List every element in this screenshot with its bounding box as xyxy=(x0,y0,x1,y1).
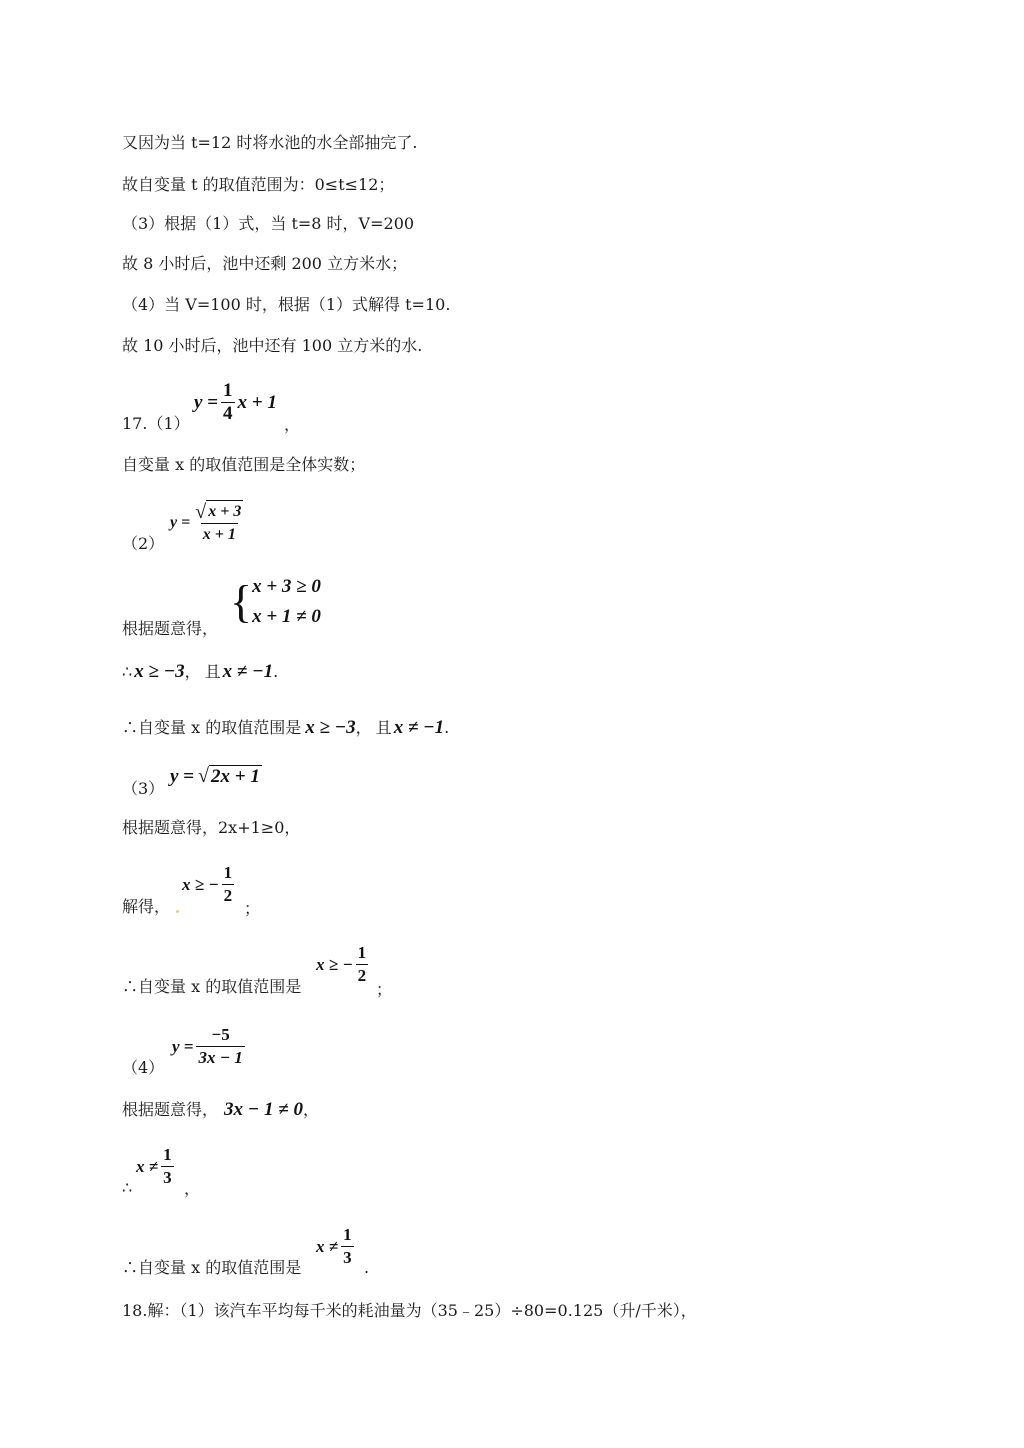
q17-2-conclusion xyxy=(122,716,449,740)
fraction-denominator: 3 xyxy=(343,1248,352,1267)
fraction-denominator: x + 1 xyxy=(201,523,238,546)
q17-4-label: （4） xyxy=(122,1058,165,1077)
equation-system xyxy=(230,572,321,632)
text-line: 故自变量 t 的取值范围为：0≤t≤12； xyxy=(122,175,395,194)
text-line: 根据题意得，2x+1≥0， xyxy=(122,818,301,837)
inequality: x ≥ −3 xyxy=(134,661,185,682)
semicolon: ； xyxy=(244,899,261,918)
comma: ， xyxy=(355,718,372,737)
text-line: ∴自变量 x 的取值范围是 xyxy=(122,1258,302,1277)
and-word: 且 xyxy=(375,718,392,737)
text-line: 自变量 x 的取值范围是全体实数； xyxy=(122,455,366,474)
eq-lhs: y = xyxy=(170,514,191,531)
eq-lhs: y = xyxy=(194,391,219,413)
text-line: （4）当 V=100 时，根据（1）式解得 t=10. xyxy=(122,295,451,314)
period: . xyxy=(273,662,279,681)
eq-lhs: y = xyxy=(172,1036,194,1056)
fraction xyxy=(341,1224,354,1269)
sqrt-expression xyxy=(198,765,262,788)
period: . xyxy=(444,718,450,737)
text-line: 18.解：（1）该汽车平均每千米的耗油量为（35﹣25）÷80=0.125（升/千米）， xyxy=(122,1301,697,1320)
period: . xyxy=(364,1258,370,1277)
q17-4-condition xyxy=(122,1098,319,1122)
text-line: 故 10 小时后，池中还有 100 立方米的水. xyxy=(122,336,423,355)
inequality: 3x − 1 ≠ 0 xyxy=(224,1099,303,1120)
text-line: 解得， xyxy=(122,897,171,916)
system-row: x + 3 ≥ 0 xyxy=(252,576,321,597)
sqrt-expression xyxy=(193,500,245,523)
q17-1-label: 17.（1） xyxy=(122,414,190,433)
text-line: 根据题意得， xyxy=(122,619,219,638)
q17-3-conclusion-math xyxy=(316,942,371,987)
text-line: 故 8 小时后，池中还剩 200 立方米水； xyxy=(122,254,408,273)
fraction xyxy=(196,1024,244,1069)
text-line: 又因为当 t=12 时将水池的水全部抽完了. xyxy=(122,133,418,152)
fraction-denominator: 3 xyxy=(163,1168,172,1187)
inequality: x ≥ − xyxy=(316,954,353,974)
fraction-numerator: 1 xyxy=(343,1225,352,1244)
radicand: 2x + 1 xyxy=(211,766,260,787)
and-word: 且 xyxy=(204,662,221,681)
semicolon: ； xyxy=(376,980,393,999)
fraction xyxy=(161,1144,174,1189)
comma: ， xyxy=(302,1100,319,1119)
inequality: x ≥ − xyxy=(182,874,219,894)
fraction-numerator: −5 xyxy=(211,1025,230,1044)
fraction-numerator: 1 xyxy=(223,863,233,882)
fraction-numerator: 1 xyxy=(163,1145,172,1164)
comma: ， xyxy=(184,1179,201,1198)
fraction-denominator: 4 xyxy=(223,403,233,424)
q17-3-solution xyxy=(182,862,237,907)
q17-2-result xyxy=(122,660,278,684)
q17-4-result xyxy=(136,1144,177,1189)
brace-icon: { xyxy=(230,576,253,627)
eq-rhs: x + 1 xyxy=(237,391,277,413)
fraction xyxy=(222,862,235,907)
fraction-numerator: 1 xyxy=(223,380,233,401)
sqrt-sign-icon: √ xyxy=(195,501,207,523)
fraction-denominator: 3x − 1 xyxy=(198,1048,243,1067)
eq-lhs: y = xyxy=(170,765,195,787)
fraction-denominator: 2 xyxy=(223,886,233,905)
stray-dot-mark xyxy=(176,910,179,913)
q17-3-equation xyxy=(170,765,262,788)
q17-4-conclusion-math xyxy=(316,1224,357,1269)
inequality: x ≠ xyxy=(316,1236,339,1256)
text-line: （3）根据（1）式，当 t=8 时，V=200 xyxy=(122,214,415,233)
inequality: x ≠ xyxy=(136,1156,159,1176)
q17-3-label: （3） xyxy=(122,779,165,798)
fraction-numerator: 1 xyxy=(357,943,367,962)
comma: ， xyxy=(284,415,301,434)
fraction xyxy=(221,380,235,425)
q17-2-equation xyxy=(170,500,248,546)
fraction-denominator: 2 xyxy=(357,966,367,985)
condition-text: 根据题意得， xyxy=(122,1100,219,1119)
inequality: x ≥ −3 xyxy=(305,717,356,738)
q17-1-equation xyxy=(194,380,277,425)
fraction xyxy=(193,500,245,546)
system-row: x + 1 ≠ 0 xyxy=(252,606,321,627)
therefore-symbol: ∴ xyxy=(122,1178,133,1197)
radicand: x + 3 xyxy=(206,500,243,523)
inequality: x ≠ −1 xyxy=(393,717,445,738)
text-line: ∴自变量 x 的取值范围是 xyxy=(122,977,302,996)
conclusion-text: ∴自变量 x 的取值范围是 xyxy=(122,718,302,737)
therefore-symbol: ∴ xyxy=(122,662,133,681)
fraction xyxy=(356,942,369,987)
inequality: x ≠ −1 xyxy=(222,661,274,682)
sqrt-sign-icon: √ xyxy=(198,765,209,787)
q17-4-equation xyxy=(172,1024,248,1069)
q17-2-label: （2） xyxy=(122,534,165,553)
comma: ， xyxy=(184,662,201,681)
